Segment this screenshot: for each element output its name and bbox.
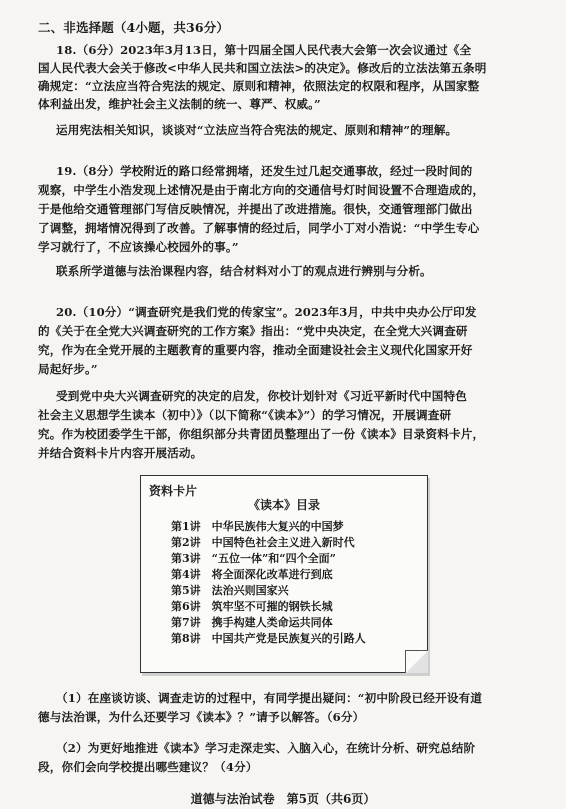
toc-item: 第3讲 “五位一体”和“四个全面” <box>171 552 336 565</box>
q19-prompt: 联系所学道德与法治课程内容，结合材料对小丁的观点进行辨别与分析。 <box>56 264 432 278</box>
page-footer: 道德与法治试卷 第5页（共6页） <box>190 792 376 806</box>
toc-item: 第5讲 法治兴则国家兴 <box>171 584 289 597</box>
q20-sub1-line: （1）在座谈访谈、调查走访的过程中，有同学提出疑问：“初中阶段已经开设有道 <box>56 691 483 705</box>
q19-line: 了调整，拥堵情况得到了改善。了解事情的经过后，同学小丁对小浩说：“中学生专心 <box>38 221 480 235</box>
card-fold-corner <box>405 650 428 673</box>
q20-sub1-line: 德与法治课，为什么还要学习《读本》？”请予以解答。（6分） <box>38 710 365 724</box>
q20-intro-line: 的《关于在全党大兴调查研究的工作方案》指出：“党中央决定，在全党大兴调查研 <box>38 324 468 338</box>
q19-line: 19.（8分）学校附近的路口经常拥堵，还发生过几起交通事故，经过一段时间的 <box>56 164 473 178</box>
q20-sub2-line: 段，你们会向学校提出哪些建议？（4分） <box>38 760 258 774</box>
resource-card <box>140 475 428 673</box>
q18-line: 体利益出发，维护社会主义法制的统一、尊严、权威。” <box>38 97 321 111</box>
q18-line: 确规定：“立法应当符合宪法的规定、原则和精神，依照法定的权限和程序，从国家整 <box>38 79 480 93</box>
toc-item: 第4讲 将全面深化改革进行到底 <box>171 568 333 581</box>
toc-item: 第1讲 中华民族伟大复兴的中国梦 <box>171 520 344 533</box>
q20-intro-line: 局起好步。” <box>38 362 98 376</box>
q20-intro-line: 究，作为在全党开展的主题教育的重要内容，推动全面建设社会主义现代化国家开好 <box>38 343 473 357</box>
q18-prompt: 运用宪法相关知识，谈谈对“立法应当符合宪法的规定、原则和精神”的理解。 <box>56 123 458 137</box>
card-subtitle: 《读本》目录 <box>247 498 320 512</box>
q19-line: 学习就行了，不应该操心校园外的事。” <box>38 240 239 254</box>
q20-para-line: 究。作为校团委学生干部，你组织部分共青团员整理出了一份《读本》目录资料卡片， <box>38 427 485 441</box>
q19-line: 于是他给交通管理部门写信反映情况，并提出了改进措施。很快，交通管理部门做出 <box>38 202 473 216</box>
section-heading: 二、非选择题（4小题，共36分） <box>38 20 229 35</box>
q20-para-line: 社会主义思想学生读本（初中）》（以下简称“《读本》”）的学习情况，开展调查研 <box>38 408 452 422</box>
toc-item: 第8讲 中国共产党是民族复兴的引路人 <box>171 632 366 645</box>
q20-para-line: 并结合资料卡片内容开展活动。 <box>38 446 203 460</box>
q20-para-line: 受到党中央大兴调查研究的决定的启发，你校计划针对《习近平新时代中国特色 <box>56 389 468 403</box>
q19-line: 观察，中学生小浩发现上述情况是由于南北方向的交通信号灯时间设置不合理造成的， <box>38 183 485 197</box>
q18-line: 18.（6分）2023年3月13日，第十四届全国人民代表大会第一次会议通过《全 <box>56 43 472 57</box>
toc-item: 第7讲 携手构建人类命运共同体 <box>171 616 333 629</box>
toc-item: 第2讲 中国特色社会主义进入新时代 <box>171 536 355 549</box>
card-label: 资料卡片 <box>149 484 198 498</box>
q20-intro-line: 20.（10分）“调查研究是我们党的传家宝”。2023年3月，中共中央办公厅印发 <box>56 305 477 319</box>
toc-item: 第6讲 筑牢坚不可摧的钢铁长城 <box>171 600 333 613</box>
q20-sub2-line: （2）为更好地推进《读本》学习走深走实、入脑入心，在统计分析、研究总结阶 <box>56 741 476 755</box>
q18-line: 国人民代表大会关于修改<中华人民共和国立法法>的决定》。修改后的立法法第五条明 <box>38 61 487 75</box>
